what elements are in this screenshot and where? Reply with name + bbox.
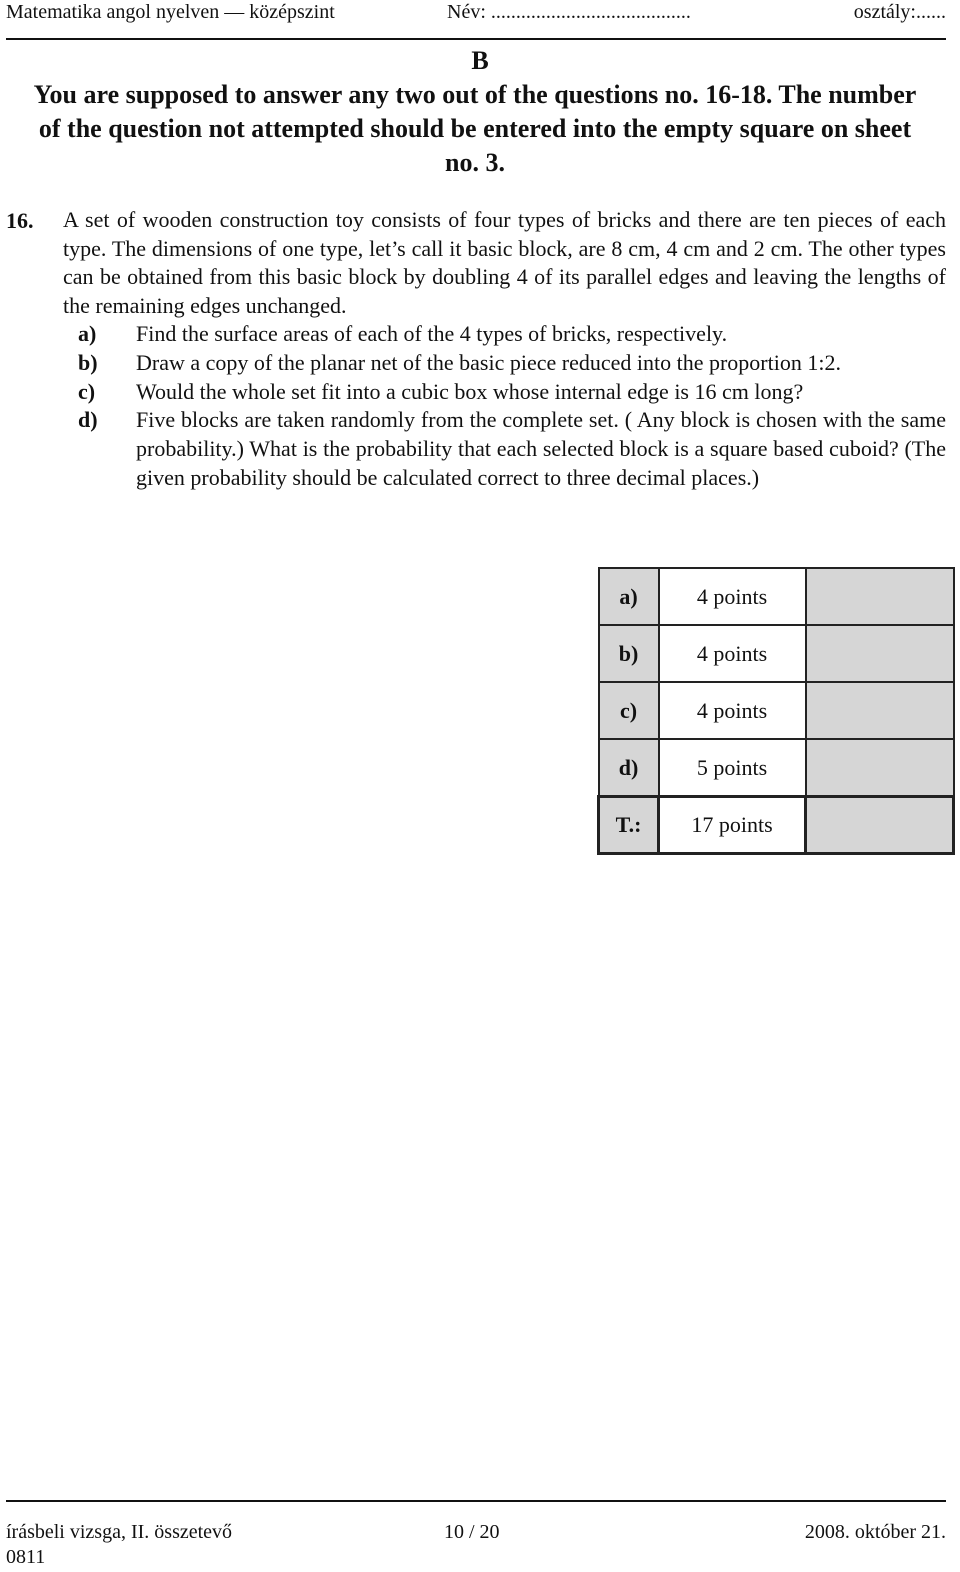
question-number: 16. [6,208,34,233]
score-points: 4 points [659,625,806,682]
score-row-total [599,797,954,854]
question-text: A set of wooden construction toy consists of four types of bricks and there are ten pieces of each type. The dimensions of one type, let’s call it basic block, are 8 cm, 4 cm and 2 cm. The other types can be obtained from this basic block by doubling 4 of its parallel edges and leaving the lengths of the remaining edges unchanged. [63,207,946,318]
score-label: d) [599,739,659,797]
footer-page-number: 10 / 20 [444,1521,500,1543]
part-label: d) [78,407,98,433]
score-points: 5 points [659,739,806,797]
part-label: c) [78,378,96,404]
score-entry-cell[interactable] [806,568,954,625]
score-table [597,567,955,855]
score-entry-cell[interactable] [806,625,954,682]
question-part-a [78,320,946,349]
score-entry-cell[interactable] [806,682,954,739]
header-subject: Matematika angol nyelven — középszint [6,1,335,23]
score-points: 4 points [659,682,806,739]
score-total-entry-cell[interactable] [806,797,954,854]
question-part-c [78,378,946,407]
question-part-b [78,349,946,378]
score-row-c [599,682,954,739]
part-label: a) [78,321,97,346]
score-total-label: T.: [599,797,659,854]
footer-exam: írásbeli vizsga, II. összetevő [6,1521,233,1543]
section-letter: B [471,46,489,75]
part-text: Find the surface areas of each of the 4 types of bricks, respectively. [136,321,728,346]
header-name-field: Név: ........................................ [447,1,691,23]
header-divider [6,38,946,40]
score-entry-cell[interactable] [806,739,954,797]
part-text: Five blocks are taken randomly from the complete set. ( Any block is chosen with the same probability.) What is the probability that each selected block is a square based cuboid? (The given probability should be calculated correct to three decimal places.) [136,407,946,490]
question-part-d [78,406,946,492]
page-footer [6,1520,946,1570]
part-text: Would the whole set fit into a cubic box whose internal edge is 16 cm long? [136,378,804,404]
score-total-points: 17 points [659,797,806,854]
score-label: b) [599,625,659,682]
header-class-field: osztály:...... [853,1,946,23]
score-row-b [599,625,954,682]
footer-code: 0811 [6,1546,46,1568]
part-text: Draw a copy of the planar net of the basic piece reduced into the proportion 1:2. [136,349,841,375]
score-row-d [599,739,954,797]
footer-date: 2008. október 21. [804,1521,946,1543]
footer-divider [6,1500,946,1502]
score-points: 4 points [659,568,806,625]
section-instructions: You are supposed to answer any two out of the questions no. 16-18. The number of the question not attempted should be entered into the empty square on sheet no. 3. [33,80,917,177]
score-label: c) [599,682,659,739]
question-parts [78,320,946,493]
score-row-a [599,568,954,625]
page-header [6,0,946,28]
part-label: b) [78,349,98,375]
score-label: a) [599,568,659,625]
